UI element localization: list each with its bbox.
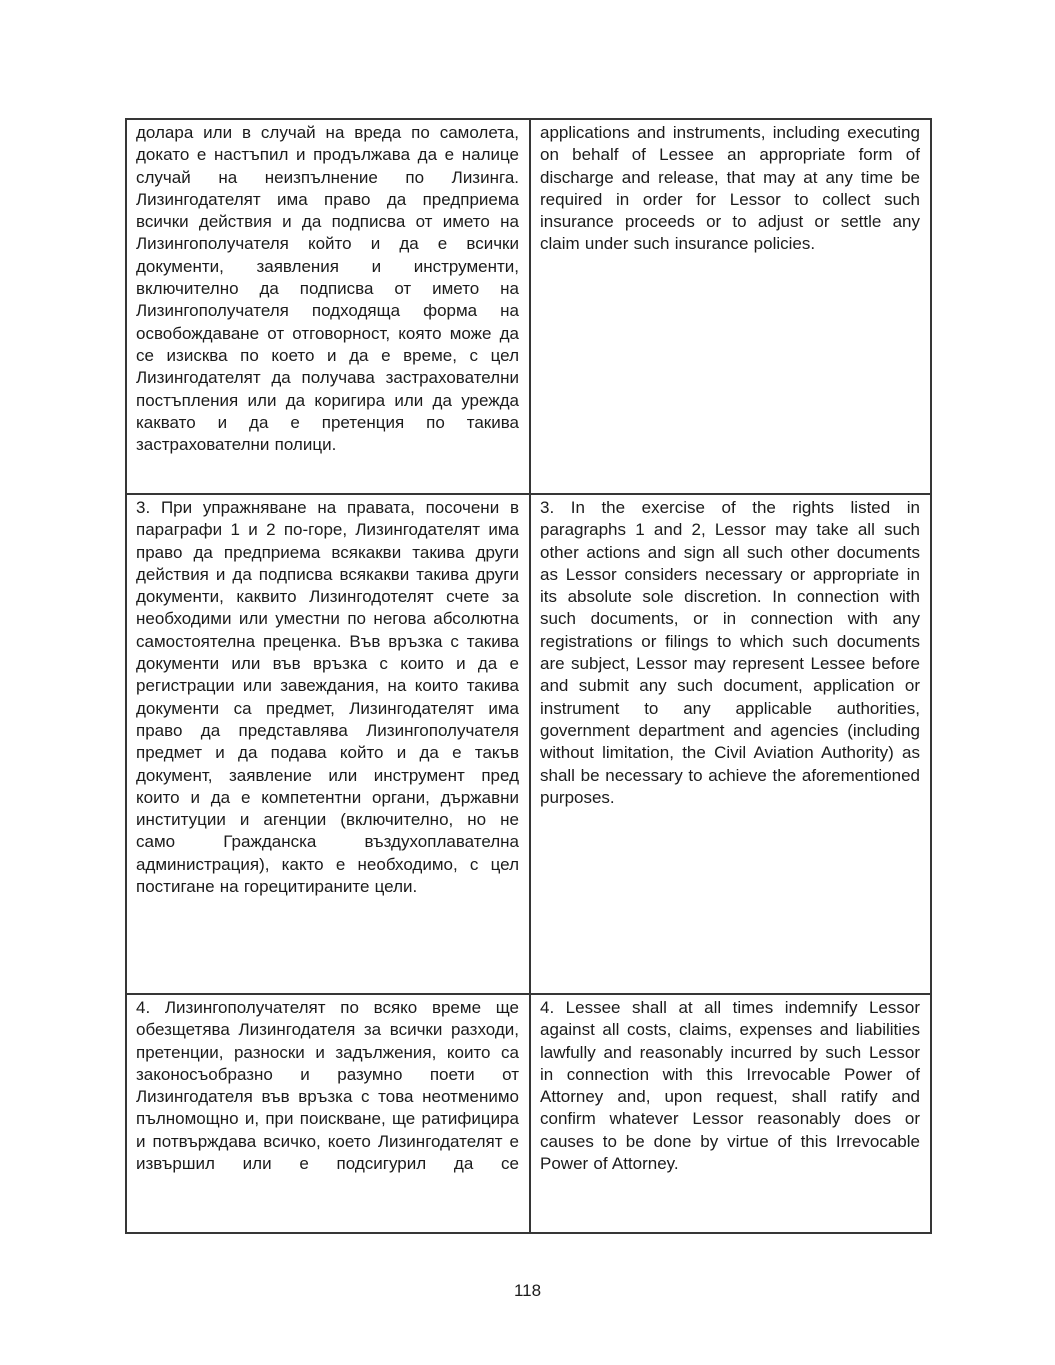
page-number: 118 bbox=[513, 1281, 542, 1300]
table-row bbox=[126, 494, 931, 994]
cell-row2-english: 3. In the exercise of the rights listed in paragraphs 1 and 2, Lessor may take all such other actions and sign all such other documents as Lessor considers necessary or appropriate in its absolute sole discretion. In connection with such documents, or in connection with any registrations or filings to which such documents are subject, Lessor may represent Lessee before and submit any such document, application or instrument to any applicable authorities, government department and agencies (including without limitation, the Civil Aviation Authority) as shall be necessary to achieve the aforementioned purposes. bbox=[530, 494, 931, 994]
table-row bbox=[126, 994, 931, 1233]
table-row bbox=[126, 119, 931, 494]
cell-row2-bulgarian: 3. При упражняване на правата, посочени в параграфи 1 и 2 по-горе, Лизингодателят има право да предприема всякакви такива други действия и да подписва всякакви такива други документи, каквито Лизингодотелят счете за необходими или уместни по негова абсолютна самостоятелна преценка. Във връзка с такива документи или във връзка с които и да е регистрации или завеждания, на които такива документи са предмет, Лизингодателят има право да представлява Лизингополучателя предмет и да подава който и да е такъв документ, заявление или инструмент пред които и да е компетентни органи, държавни институции и агенции (включително, но не само Гражданска въздухоплавателна администрация), както е необходимо, с цел постигане на горецитираните цели. bbox=[126, 494, 530, 994]
cell-row1-english: applications and instruments, including executing on behalf of Lessee an appropriate form of discharge and release, that may at any time be required in order for Lessor to collect such insurance proceeds or to adjust or settle any claim under such insurance policies. bbox=[530, 119, 931, 494]
bilingual-contract-table bbox=[125, 118, 932, 1234]
cell-row1-bulgarian: долара или в случай на вреда по самолета, докато е настъпил и продължава да е налице случай на неизпълнение по Лизинга. Лизингодателят има право да предприема всички действия и да подписва от името на Лизингополучателя който и да е всички документи, заявления и инструменти, включително да подписва от името на Лизингополучателя подходяща форма на освобождаване от отговорност, която може да се изисква по което и да е време, с цел Лизингодателят да получава застрахователни постъпления или да коригира или да урежда каквато и да е претенция по такива застрахователни полици. bbox=[126, 119, 530, 494]
cell-row3-bulgarian: 4. Лизингополучателят по всяко време ще обезщетява Лизингодателя за всички разходи, претенции, разноски и задължения, които са законосъобразно и разумно поети от Лизингодателя във връзка с това неотменимо пълномощно и, при поискване, ще ратифицира и потвърждава всичко, което Лизингодателят е извършил или е подсигурил да се bbox=[126, 994, 530, 1233]
cell-row3-english: 4. Lessee shall at all times indemnify Lessor against all costs, claims, expenses and liabilities lawfully and reasonably incurred by such Lessor in connection with this Irrevocable Power of Attorney and, upon request, shall ratify and confirm whatever Lessor reasonably does or causes to be done by virtue of this Irrevocable Power of Attorney. bbox=[530, 994, 931, 1233]
